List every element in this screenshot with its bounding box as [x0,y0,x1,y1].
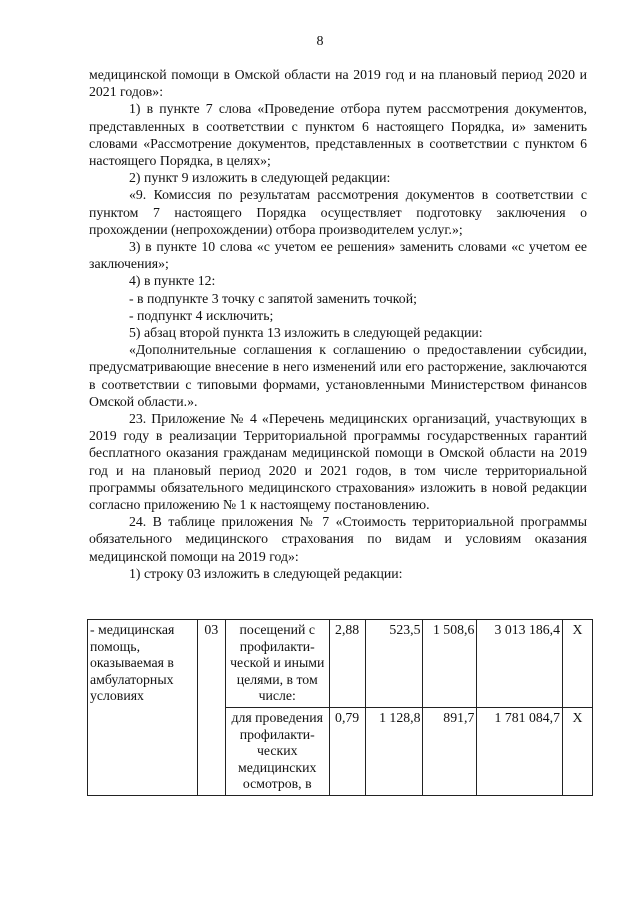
value-cell: X [563,620,593,708]
paragraph: 1) строку 03 изложить в следующей редакции: [129,565,403,581]
paragraph: 24. В таблице приложения № 7 «Стоимость территориальной программы обязательного медицинского страхования по видам и условиям оказания медицинской помощи на 2019 год»: [89,514,587,564]
value-cell: 523,5 [365,620,423,708]
paragraph: 1) в пункте 7 слова «Проведение отбора путем рассмотрения документов, представленных в соответствии с пунктом 6 настоящего Порядка, и» заменить словами «Рассмотрение документов, представленных в соответствии с пунктом 6 настоящего Порядка, в целях»; [89,101,587,169]
value-cell: 1 128,8 [365,707,423,795]
paragraph: «Дополнительные соглашения к соглашению о предоставлении субсидии, предусматривающие внесение в него изменений или его расторжение, заключаются в соответствии с типовыми формами, установленными Министерством финансов Омской области.». [89,342,587,409]
value-cell: 1 781 084,7 [477,707,563,795]
cost-table [87,619,593,796]
paragraph: - в подпункте 3 точку с запятой заменить точкой; [129,290,417,306]
paragraph: медицинской помощи в Омской области на 2019 год и на плановый период 2020 и 2021 годов»: [89,67,587,100]
paragraph: 4) в пункте 12: [129,273,216,289]
category-cell: - медицинская помощь, оказываемая в амбулаторных условиях [88,620,198,796]
indicator-cell: посещений с профилакти-ческой и иными целями, в том числе: [225,620,329,708]
row-code-cell: 03 [197,620,225,796]
value-cell: 3 013 186,4 [477,620,563,708]
table-row [88,620,593,708]
paragraph: 23. Приложение № 4 «Перечень медицинских организаций, участвующих в 2019 году в реализации Территориальной программы государственных гарантий бесплатного оказания гражданам медицинской помощи в Омской области на 2019 год и на плановый период 2020 и 2021 годов, в том числе территориальной программы обязательного медицинского страхования» изложить в новой редакции согласно приложению № 1 к настоящему постановлению. [89,411,587,513]
page-number: 8 [316,34,324,49]
document-body [89,66,587,582]
paragraph: «9. Комиссия по результатам рассмотрения документов в соответствии с пунктом 7 настоящего Порядка осуществляет подготовку заключения о прохождении (непрохождении) отбора производителем услуг.»; [89,187,587,237]
paragraph: - подпункт 4 исключить; [129,307,274,323]
paragraph: 5) абзац второй пункта 13 изложить в следующей редакции: [129,325,483,341]
value-cell: 891,7 [423,707,477,795]
value-cell: 0,79 [329,707,365,795]
value-cell: X [563,707,593,795]
value-cell: 2,88 [329,620,365,708]
value-cell: 1 508,6 [423,620,477,708]
indicator-cell: для проведения профилакти-ческих медицинских осмотров, в [225,707,329,795]
paragraph: 3) в пункте 10 слова «с учетом ее решения» заменить словами «с учетом ее заключения»; [89,239,587,272]
paragraph: 2) пункт 9 изложить в следующей редакции: [129,170,391,186]
